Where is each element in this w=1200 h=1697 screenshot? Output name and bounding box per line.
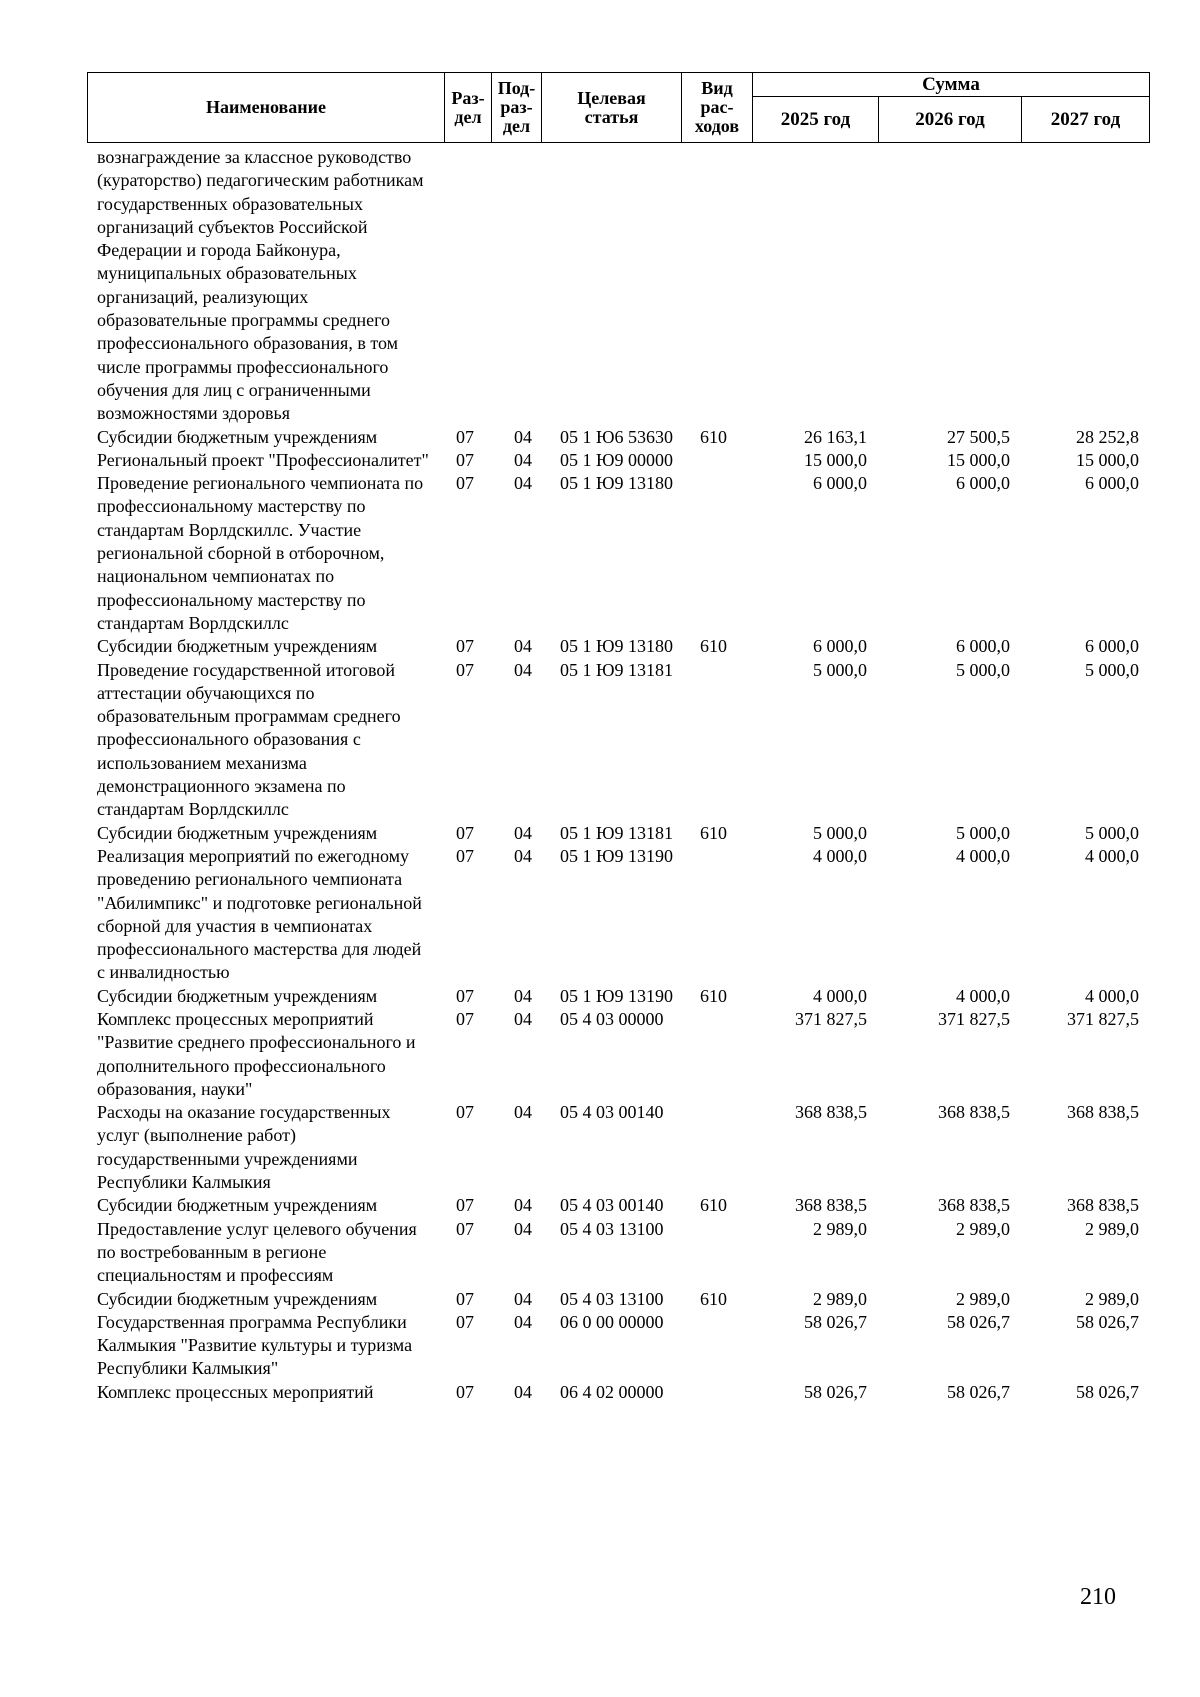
table-row	[0, 659, 1200, 822]
row-name: Субсидии бюджетным учреждениям	[97, 1288, 378, 1309]
row-statya: 06 4 02 00000	[560, 1381, 664, 1402]
table-row	[0, 1218, 1200, 1288]
row-amount-2025: 2 989,0	[813, 1288, 867, 1309]
row-amount-2027: 4 000,0	[1085, 985, 1139, 1006]
table-row	[0, 1381, 1200, 1404]
header-2026-text: 2026 год	[915, 109, 985, 130]
header-summa	[753, 73, 1149, 97]
row-name: вознаграждение за классное руководство (кураторство) педагогическим работникам государственных образовательных организаций субъектов Российской Федерации и города Байконура, муниципальных образовательных организаций, реализующих образовательные программы среднего профессионального образования, в том числе программы профессионального обучения для лиц с ограниченными возможностями здоровья	[97, 147, 424, 424]
row-podrazdel: 04	[514, 636, 532, 657]
row-amount-2026: 368 838,5	[938, 1195, 1010, 1216]
row-vid: 610	[700, 636, 727, 657]
row-amount-2025: 368 838,5	[795, 1195, 867, 1216]
table-row	[0, 1288, 1200, 1311]
row-podrazdel: 04	[514, 822, 532, 843]
header-podrazdel-text: Под- раз- дел	[497, 78, 536, 136]
row-name: Государственная программа Республики Калмыкия "Развитие культуры и туризма Республики Калмыкия"	[97, 1311, 413, 1379]
row-amount-2025: 26 163,1	[804, 426, 867, 447]
row-podrazdel: 04	[514, 659, 532, 680]
row-vid: 610	[700, 822, 727, 843]
header-2025-text: 2025 год	[780, 109, 851, 130]
row-name: Комплекс процессных мероприятий "Развитие среднего профессионального и дополнительного профессионального образования, науки"	[97, 1008, 416, 1099]
row-amount-2026: 58 026,7	[947, 1381, 1010, 1402]
row-amount-2025: 58 026,7	[804, 1311, 867, 1332]
row-razdel: 07	[456, 473, 474, 494]
row-amount-2026: 2 989,0	[956, 1218, 1010, 1239]
row-razdel: 07	[456, 845, 474, 866]
row-amount-2025: 2 989,0	[813, 1218, 867, 1239]
row-name: Региональный проект "Профессионалитет"	[97, 449, 429, 470]
row-amount-2025: 5 000,0	[813, 659, 867, 680]
table-row	[0, 146, 1200, 426]
row-amount-2027: 5 000,0	[1085, 822, 1139, 843]
row-name: Субсидии бюджетным учреждениям	[97, 1195, 378, 1216]
row-vid: 610	[700, 985, 727, 1006]
header-summa-text: Сумма	[922, 73, 980, 95]
row-name: Комплекс процессных мероприятий	[97, 1381, 374, 1402]
row-amount-2027: 5 000,0	[1085, 659, 1139, 680]
row-statya: 05 1 Ю9 13181	[560, 822, 674, 843]
header-2025	[753, 97, 879, 143]
table-row	[0, 1194, 1200, 1217]
table-row	[0, 1311, 1200, 1381]
header-statya-text: Целевая статья	[577, 87, 646, 127]
row-razdel: 07	[456, 985, 474, 1006]
row-razdel: 07	[456, 659, 474, 680]
row-statya: 05 4 03 00140	[560, 1102, 664, 1123]
row-name: Проведение регионального чемпионата по профессиональному мастерству по стандартам Ворлдскиллс. Участие региональной сборной в отборочном, национальном чемпионатах по профессиональному мастерству по стандартам Ворлдскиллс	[97, 473, 424, 633]
table-row	[0, 635, 1200, 658]
table-row	[0, 985, 1200, 1008]
row-amount-2025: 4 000,0	[813, 845, 867, 866]
row-statya: 05 1 Ю9 00000	[560, 449, 674, 470]
row-razdel: 07	[456, 636, 474, 657]
header-razdel	[445, 73, 492, 142]
row-amount-2026: 4 000,0	[956, 845, 1010, 866]
row-name: Реализация мероприятий по ежегодному проведению регионального чемпионата "Абилимпикс" и подготовке региональной сборной для участия в чемпионатах профессионального мастерства для людей с инвалидностью	[97, 845, 422, 983]
row-amount-2026: 4 000,0	[956, 985, 1010, 1006]
row-name: Проведение государственной итоговой аттестации обучающихся по образовательным программам среднего профессионального образования с использованием механизма демонстрационного экзамена по стандартам Ворлдскиллс	[97, 659, 401, 820]
table-row	[0, 1008, 1200, 1101]
row-amount-2025: 371 827,5	[795, 1008, 867, 1029]
row-statya: 05 4 03 00000	[560, 1008, 664, 1029]
row-statya: 05 1 Ю9 13190	[560, 845, 674, 866]
row-amount-2027: 2 989,0	[1085, 1288, 1139, 1309]
row-amount-2026: 6 000,0	[956, 636, 1010, 657]
row-statya: 05 1 Ю9 13181	[560, 659, 674, 680]
row-name: Субсидии бюджетным учреждениям	[97, 822, 378, 843]
row-podrazdel: 04	[514, 1288, 532, 1309]
row-podrazdel: 04	[514, 845, 532, 866]
row-name: Субсидии бюджетным учреждениям	[97, 636, 378, 657]
row-amount-2027: 6 000,0	[1085, 473, 1139, 494]
row-amount-2027: 371 827,5	[1067, 1008, 1139, 1029]
row-amount-2025: 58 026,7	[804, 1381, 867, 1402]
row-amount-2025: 368 838,5	[795, 1102, 867, 1123]
row-statya: 05 1 Ю9 13180	[560, 473, 674, 494]
row-amount-2026: 6 000,0	[956, 473, 1010, 494]
header-razdel-text: Раз- дел	[451, 87, 485, 127]
row-name: Расходы на оказание государственных услуг (выполнение работ) государственными учреждениями Республики Калмыкия	[97, 1102, 391, 1193]
row-amount-2026: 5 000,0	[956, 822, 1010, 843]
row-amount-2027: 368 838,5	[1067, 1195, 1139, 1216]
row-podrazdel: 04	[514, 1102, 532, 1123]
table-body	[0, 146, 1200, 1404]
row-razdel: 07	[456, 449, 474, 470]
row-amount-2025: 4 000,0	[813, 985, 867, 1006]
row-amount-2027: 368 838,5	[1067, 1102, 1139, 1123]
row-razdel: 07	[456, 1311, 474, 1332]
header-vid	[682, 73, 753, 142]
row-podrazdel: 04	[514, 1195, 532, 1216]
row-amount-2027: 58 026,7	[1076, 1311, 1139, 1332]
row-razdel: 07	[456, 426, 474, 447]
header-2027	[1022, 97, 1149, 143]
row-statya: 05 4 03 13100	[560, 1288, 664, 1309]
row-amount-2027: 4 000,0	[1085, 845, 1139, 866]
table-row	[0, 822, 1200, 845]
row-amount-2026: 368 838,5	[938, 1102, 1010, 1123]
header-2026	[879, 97, 1022, 143]
row-razdel: 07	[456, 1195, 474, 1216]
page-number: 210	[1080, 1584, 1116, 1610]
row-amount-2026: 371 827,5	[938, 1008, 1010, 1029]
row-podrazdel: 04	[514, 985, 532, 1006]
header-name-text: Наименование	[206, 97, 326, 117]
row-amount-2026: 2 989,0	[956, 1288, 1010, 1309]
row-amount-2027: 58 026,7	[1076, 1381, 1139, 1402]
row-podrazdel: 04	[514, 1311, 532, 1332]
row-amount-2025: 6 000,0	[813, 473, 867, 494]
table-row	[0, 845, 1200, 985]
row-podrazdel: 04	[514, 426, 532, 447]
row-razdel: 07	[456, 1288, 474, 1309]
row-statya: 05 1 Ю9 13190	[560, 985, 674, 1006]
row-podrazdel: 04	[514, 1008, 532, 1029]
table-header	[87, 72, 1150, 143]
row-amount-2025: 6 000,0	[813, 636, 867, 657]
row-amount-2027: 28 252,8	[1076, 426, 1139, 447]
header-name	[88, 73, 445, 142]
header-statya	[542, 73, 682, 142]
table-row	[0, 426, 1200, 449]
row-vid: 610	[700, 1195, 727, 1216]
row-amount-2025: 5 000,0	[813, 822, 867, 843]
row-statya: 05 4 03 00140	[560, 1195, 664, 1216]
header-2027-text: 2027 год	[1050, 109, 1121, 130]
header-podrazdel	[492, 73, 542, 142]
header-vid-text: Вид рас- ходов	[694, 78, 740, 136]
row-statya: 05 1 Ю9 13180	[560, 636, 674, 657]
row-amount-2025: 15 000,0	[804, 449, 867, 470]
row-amount-2026: 5 000,0	[956, 659, 1010, 680]
row-razdel: 07	[456, 1218, 474, 1239]
row-amount-2026: 15 000,0	[947, 449, 1010, 470]
row-statya: 05 4 03 13100	[560, 1218, 664, 1239]
table-row	[0, 472, 1200, 635]
row-name: Субсидии бюджетным учреждениям	[97, 426, 378, 447]
row-vid: 610	[700, 426, 727, 447]
row-statya: 05 1 Ю6 53630	[560, 426, 674, 447]
row-name: Субсидии бюджетным учреждениям	[97, 985, 378, 1006]
row-amount-2027: 6 000,0	[1085, 636, 1139, 657]
row-amount-2026: 27 500,5	[947, 426, 1010, 447]
row-razdel: 07	[456, 1008, 474, 1029]
row-podrazdel: 04	[514, 449, 532, 470]
row-name: Предоставление услуг целевого обучения по востребованным в регионе специальностям и профессиям	[97, 1218, 417, 1286]
row-amount-2027: 15 000,0	[1076, 449, 1139, 470]
table-row	[0, 1101, 1200, 1194]
table-row	[0, 449, 1200, 472]
row-razdel: 07	[456, 1102, 474, 1123]
row-podrazdel: 04	[514, 473, 532, 494]
row-razdel: 07	[456, 822, 474, 843]
row-podrazdel: 04	[514, 1381, 532, 1402]
row-amount-2026: 58 026,7	[947, 1311, 1010, 1332]
row-vid: 610	[700, 1288, 727, 1309]
row-podrazdel: 04	[514, 1218, 532, 1239]
row-statya: 06 0 00 00000	[560, 1311, 664, 1332]
row-razdel: 07	[456, 1381, 474, 1402]
row-amount-2027: 2 989,0	[1085, 1218, 1139, 1239]
